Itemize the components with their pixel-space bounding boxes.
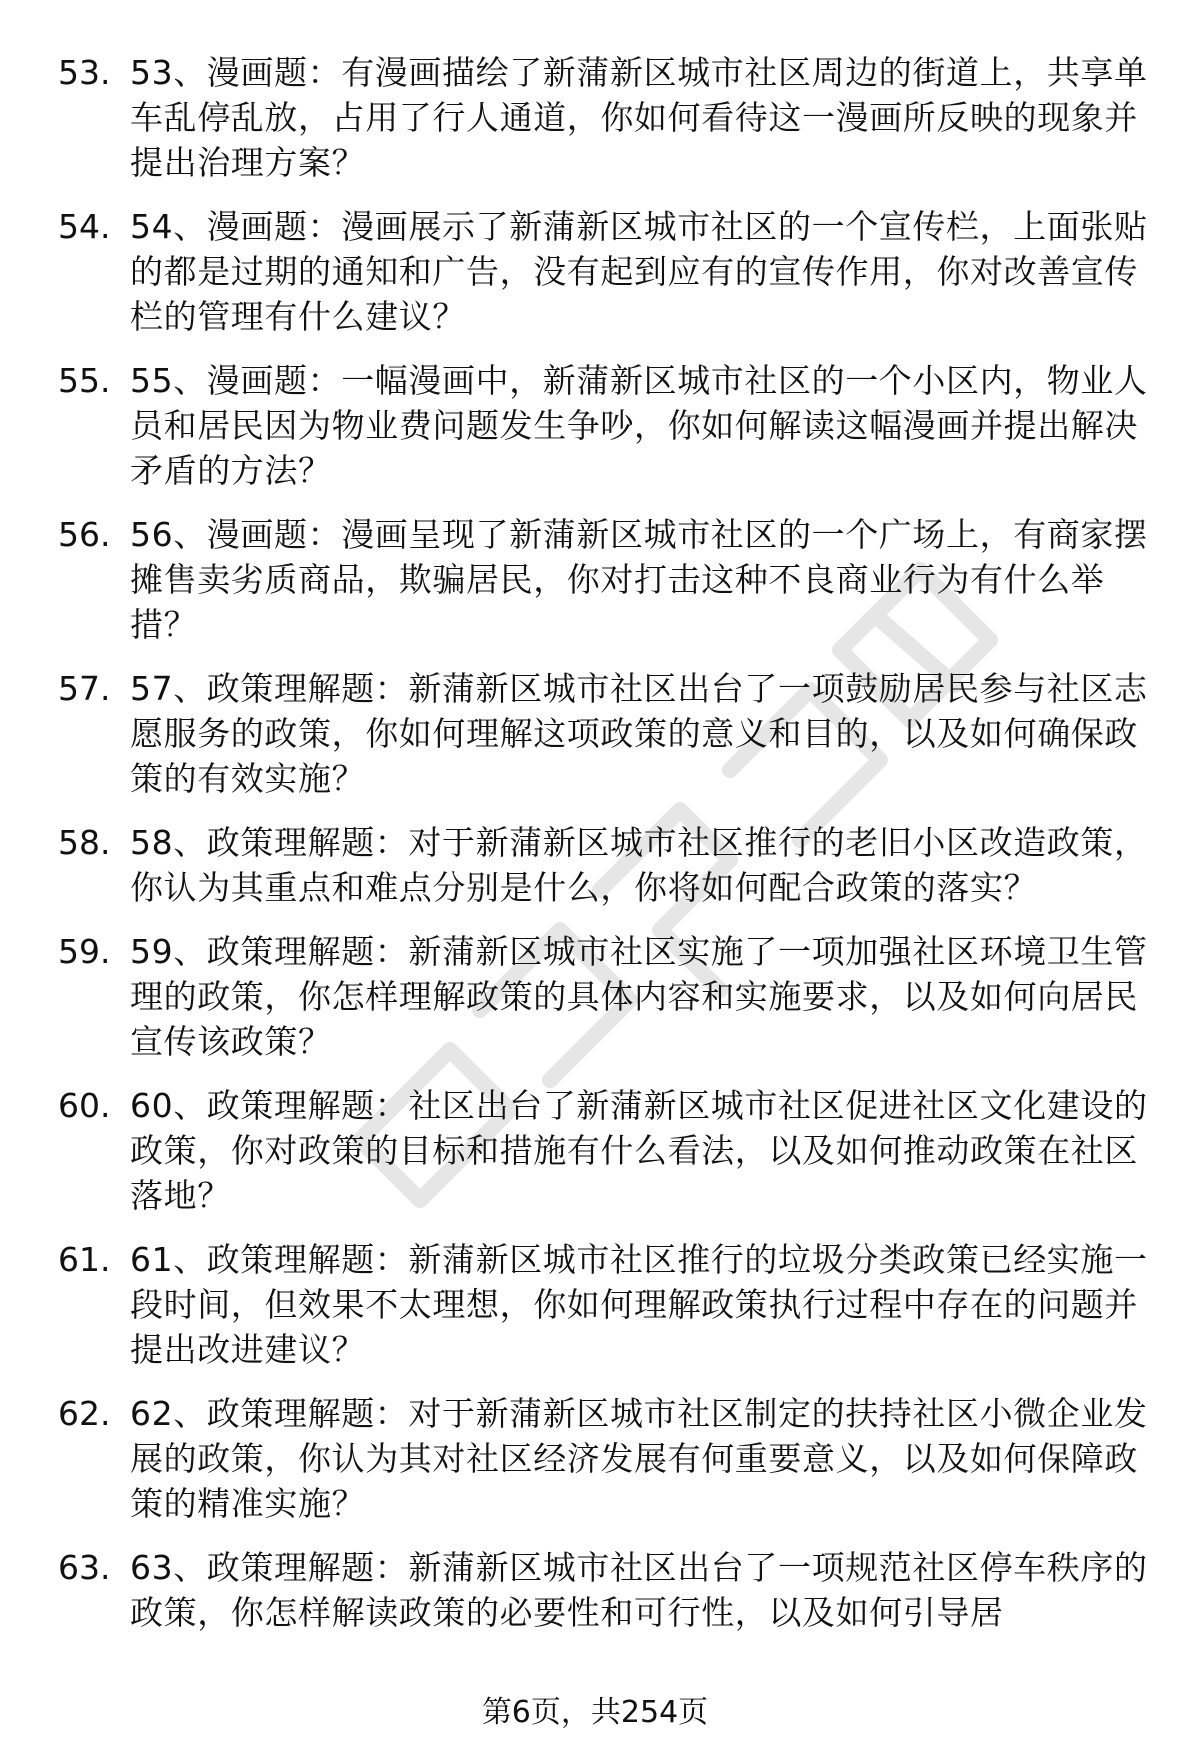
question-text: 61、政策理解题：新蒲新区城市社区推行的垃圾分类政策已经实施一段时间，但效果不太理想，你如何理解政策执行过程中存在的问题并提出改进建议？ xyxy=(130,1240,1148,1369)
question-number: 59. xyxy=(58,932,111,971)
question-text: 58、政策理解题：对于新蒲新区城市社区推行的老旧小区改造政策，你认为其重点和难点分别是什么，你将如何配合政策的落实？ xyxy=(130,823,1148,907)
question-number: 62. xyxy=(58,1394,111,1433)
list-item xyxy=(0,666,1190,801)
question-text: 59、政策理解题：新蒲新区城市社区实施了一项加强社区环境卫生管理的政策，你怎样理解政策的具体内容和实施要求，以及如何向居民宣传该政策？ xyxy=(130,932,1148,1061)
question-number: 55. xyxy=(58,361,111,400)
question-text: 57、政策理解题：新蒲新区城市社区出台了一项鼓励居民参与社区志愿服务的政策，你如何理解这项政策的意义和目的，以及如何确保政策的有效实施？ xyxy=(130,669,1148,798)
question-text: 53、漫画题：有漫画描绘了新蒲新区城市社区周边的街道上，共享单车乱停乱放，占用了行人通道，你如何看待这一漫画所反映的现象并提出治理方案？ xyxy=(130,53,1148,182)
question-text: 54、漫画题：漫画展示了新蒲新区城市社区的一个宣传栏，上面张贴的都是过期的通知和广告，没有起到应有的宣传作用，你对改善宣传栏的管理有什么建议？ xyxy=(130,207,1148,336)
question-number: 56. xyxy=(58,515,111,554)
page-number: 第6页，共254页 xyxy=(481,1695,709,1730)
question-text: 63、政策理解题：新蒲新区城市社区出台了一项规范社区停车秩序的政策，你怎样解读政策的必要性和可行性，以及如何引导居 xyxy=(130,1548,1148,1632)
question-number: 54. xyxy=(58,207,111,246)
list-item xyxy=(0,204,1190,339)
question-number: 53. xyxy=(58,53,111,92)
list-item xyxy=(0,512,1190,647)
question-number: 60. xyxy=(58,1086,111,1125)
list-item xyxy=(0,929,1190,1064)
list-item xyxy=(0,1083,1190,1218)
list-item xyxy=(0,358,1190,493)
list-item xyxy=(0,1545,1190,1635)
question-number: 63. xyxy=(58,1548,111,1587)
question-number: 61. xyxy=(58,1240,111,1279)
question-text: 62、政策理解题：对于新蒲新区城市社区制定的扶持社区小微企业发展的政策，你认为其对社区经济发展有何重要意义，以及如何保障政策的精准实施？ xyxy=(130,1394,1148,1523)
question-list xyxy=(0,50,1190,1654)
question-text: 56、漫画题：漫画呈现了新蒲新区城市社区的一个广场上，有商家摆摊售卖劣质商品，欺骗居民，你对打击这种不良商业行为有什么举措？ xyxy=(130,515,1148,644)
list-item xyxy=(0,50,1190,185)
list-item xyxy=(0,820,1190,910)
list-item xyxy=(0,1391,1190,1526)
question-text: 60、政策理解题：社区出台了新蒲新区城市社区促进社区文化建设的政策，你对政策的目标和措施有什么看法，以及如何推动政策在社区落地？ xyxy=(130,1086,1148,1215)
list-item xyxy=(0,1237,1190,1372)
question-text: 55、漫画题：一幅漫画中，新蒲新区城市社区的一个小区内，物业人员和居民因为物业费问题发生争吵，你如何解读这幅漫画并提出解决矛盾的方法？ xyxy=(130,361,1148,490)
question-number: 58. xyxy=(58,823,111,862)
question-number: 57. xyxy=(58,669,111,708)
